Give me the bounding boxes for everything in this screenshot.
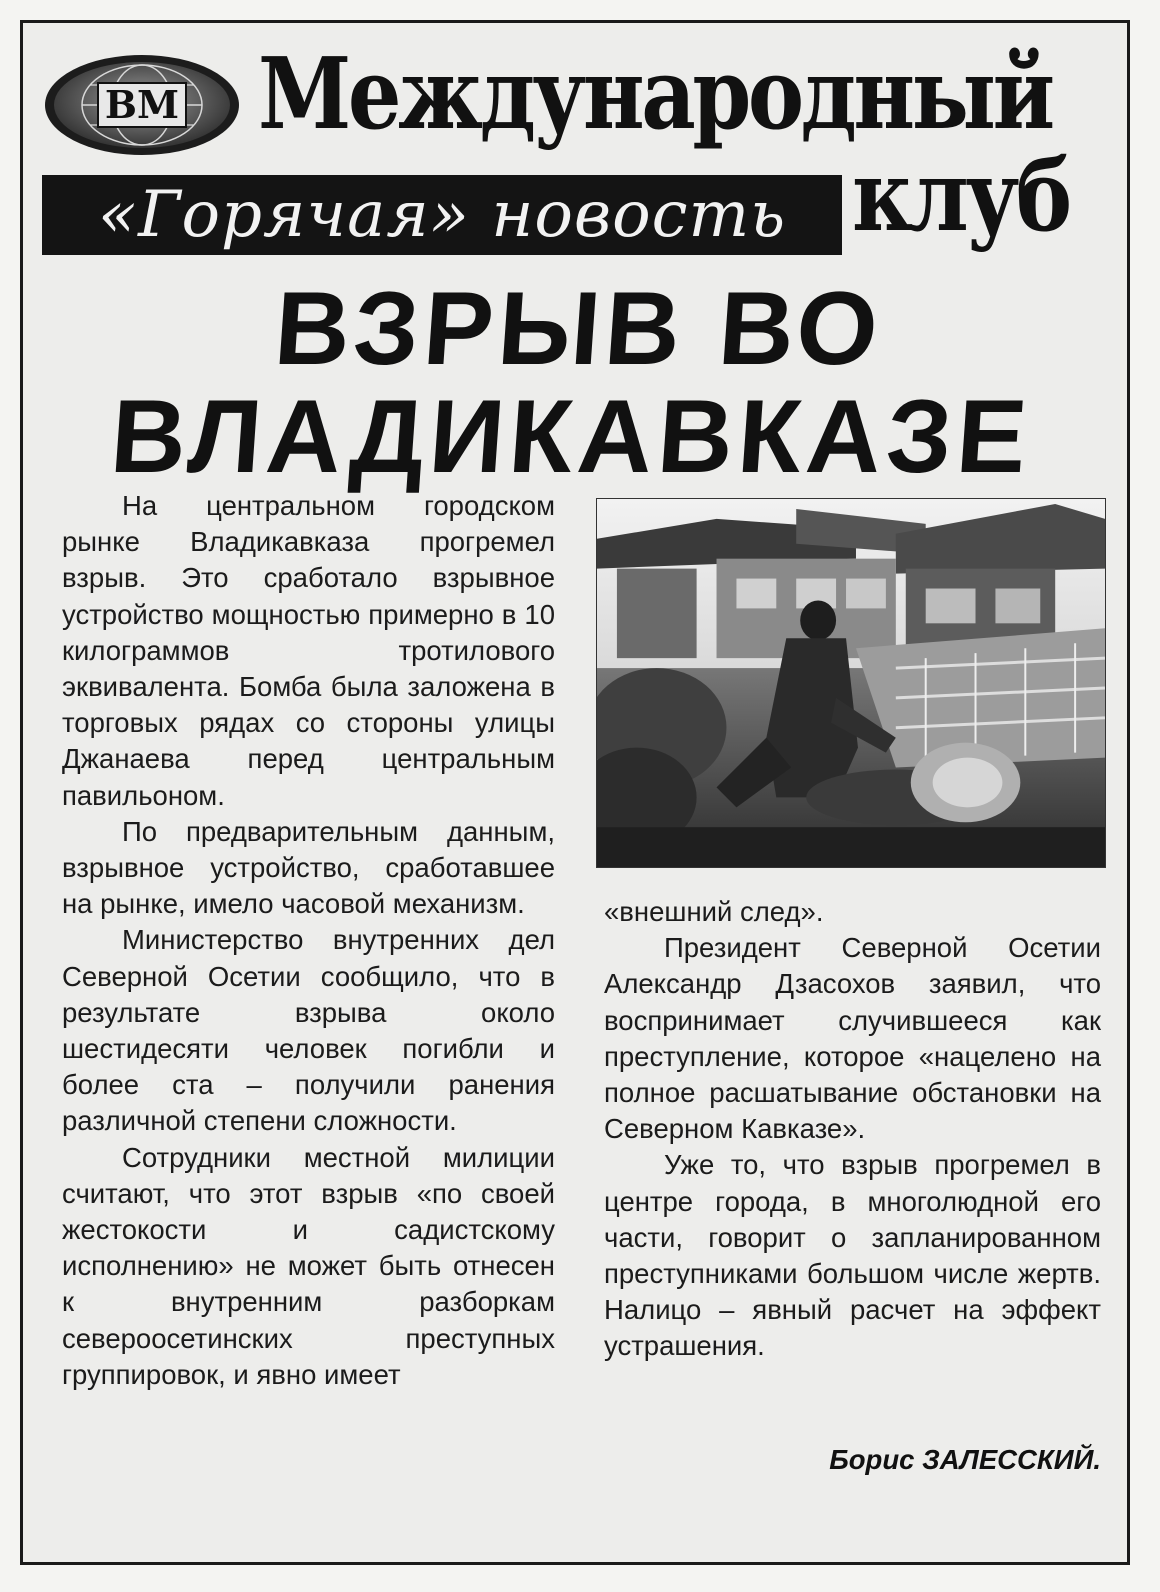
paragraph: На центральном городском рынке Владикавказа прогремел взрыв. Это сработало взрывное устройство мощностью примерно в 10 килограммов тротилового эквивалента. Бомба была заложена в торговых рядах со стороны улицы Джанаева перед центральным павильоном. — [62, 490, 555, 811]
newspaper-logo — [42, 50, 242, 160]
article-right-column — [604, 894, 1101, 1365]
masthead-title-line1: Международный — [258, 37, 1052, 152]
author-byline: Борис ЗАЛЕССКИЙ. — [829, 1444, 1101, 1475]
headline-line1: ВЗРЫВ ВО — [270, 271, 887, 387]
hot-news-label: «Горячая» новость — [97, 178, 787, 252]
masthead-title-line2: клуб — [852, 139, 1069, 254]
paragraph: По предварительным данным, взрывное устройство, сработавшее на рынке, имело часовой механизм. — [62, 815, 555, 920]
paragraph: Министерство внутренних дел Северной Осетии сообщило, что в результате взрыва около шестидесяти человек погибли и более ста – получили ранения различной степени сложности. — [62, 924, 555, 1137]
article-left-column — [62, 488, 555, 1393]
headline-line2: ВЛАДИКАВКАЗЕ — [107, 379, 1036, 495]
paragraph: Уже то, что взрыв прогремел в центре города, в многолюдной его части, говорит о запланированном преступниками большом числе жертв. Налицо – явный расчет на эффект устрашения. — [604, 1149, 1101, 1362]
paragraph: Президент Северной Осетии Александр Дзасохов заявил, что воспринимает случившееся как преступление, которое «нацелено на полное расшатывание обстановки на Северном Кавказе». — [604, 932, 1101, 1145]
logo-text: ВМ — [104, 82, 180, 127]
paragraph-continuation: «внешний след». — [604, 896, 824, 927]
news-photo — [596, 498, 1106, 868]
headline — [12, 271, 1137, 495]
paragraph: Сотрудники местной милиции считают, что этот взрыв «по своей жестокости и садистскому исполнению» не может быть отнесен к внутренним разборкам североосетинских преступных группировок, и явно имеет — [62, 1141, 555, 1390]
hot-news-banner — [42, 175, 842, 255]
